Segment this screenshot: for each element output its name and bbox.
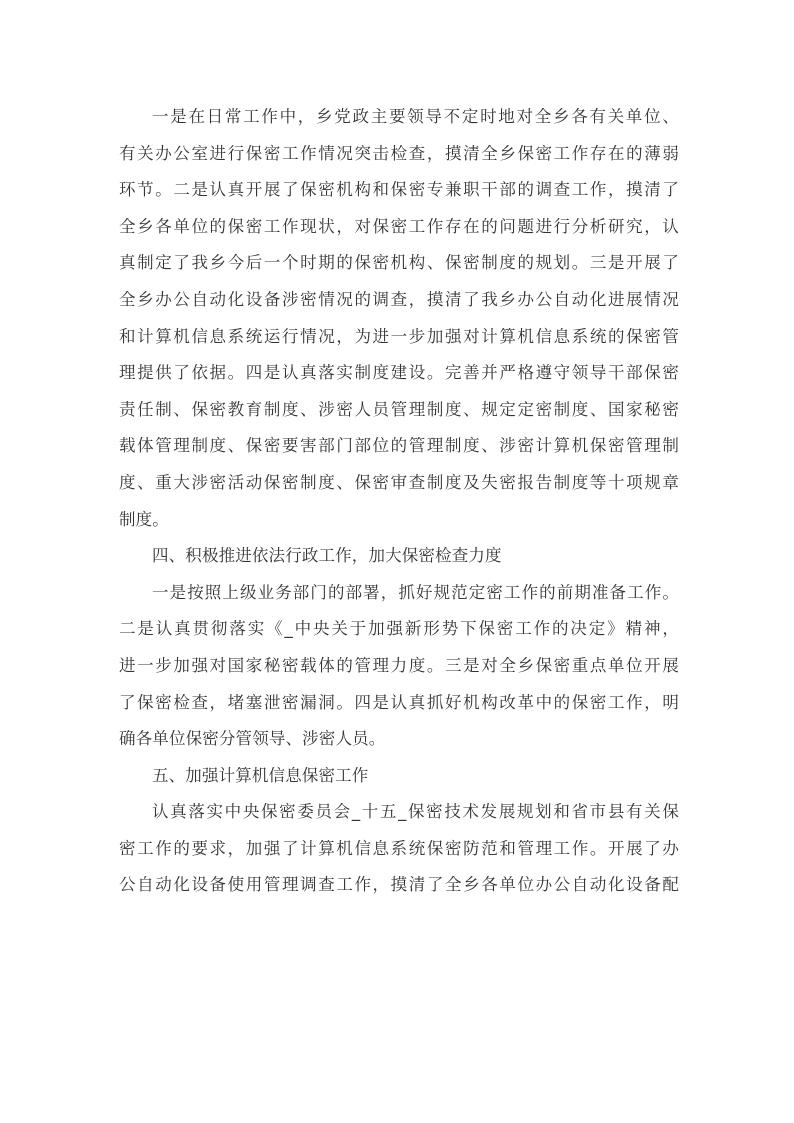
paragraph-line: 制度。 [119,509,169,529]
paragraph-line: 全乡办公自动化设备涉密情况的调查，摸清了我乡办公自动化进展情况 [119,289,679,309]
section-heading: 五、加强计算机信息保密工作 [152,765,369,785]
paragraph-line: 公自动化设备使用管理调查工作，摸清了全乡各单位办公自动化设备配 [119,875,679,895]
paragraph-line: 密工作的要求，加强了计算机信息系统保密防范和管理工作。开展了办 [119,838,679,858]
paragraph-line: 真制定了我乡今后一个时期的保密机构、保密制度的规划。三是开展了 [119,253,679,273]
paragraph-line: 载体管理制度、保密要害部门部位的管理制度、涉密计算机保密管理制 [119,436,679,456]
paragraph-line: 环节。二是认真开展了保密机构和保密专兼职干部的调查工作，摸清了 [119,180,679,200]
paragraph-line: 理提供了依据。四是认真落实制度建设。完善并严格遵守领导干部保密 [119,363,679,383]
paragraph-line: 和计算机信息系统运行情况，为进一步加强对计算机信息系统的保密管 [119,326,679,346]
paragraph-line: 进一步加强对国家秘密载体的管理力度。三是对全乡保密重点单位开展 [119,655,679,675]
document-body [119,99,679,904]
paragraph-line: 有关办公室进行保密工作情况突击检查，摸清全乡保密工作存在的薄弱 [119,143,679,163]
paragraph-line: 二是认真贯彻落实《_中央关于加强新形势下保密工作的决定》精神， [119,619,679,639]
paragraph-line: 度、重大涉密活动保密制度、保密审查制度及失密报告制度等十项规章 [119,472,679,492]
paragraph-line: 责任制、保密教育制度、涉密人员管理制度、规定定密制度、国家秘密 [119,399,679,419]
paragraph-line: 确各单位保密分管领导、涉密人员。 [119,729,386,749]
paragraph-line: 一是按照上级业务部门的部署，抓好规范定密工作的前期准备工作。 [152,582,679,602]
paragraph-line: 了保密检查，堵塞泄密漏洞。四是认真抓好机构改革中的保密工作，明 [119,692,679,712]
paragraph-line: 全乡各单位的保密工作现状，对保密工作存在的问题进行分析研究，认 [119,216,679,236]
paragraph-line: 认真落实中央保密委员会_十五_保密技术发展规划和省市县有关保 [152,802,679,822]
section-heading: 四、积极推进依法行政工作，加大保密检查力度 [152,546,502,566]
paragraph-line: 一是在日常工作中，乡党政主要领导不定时地对全乡各有关单位、 [152,107,679,126]
